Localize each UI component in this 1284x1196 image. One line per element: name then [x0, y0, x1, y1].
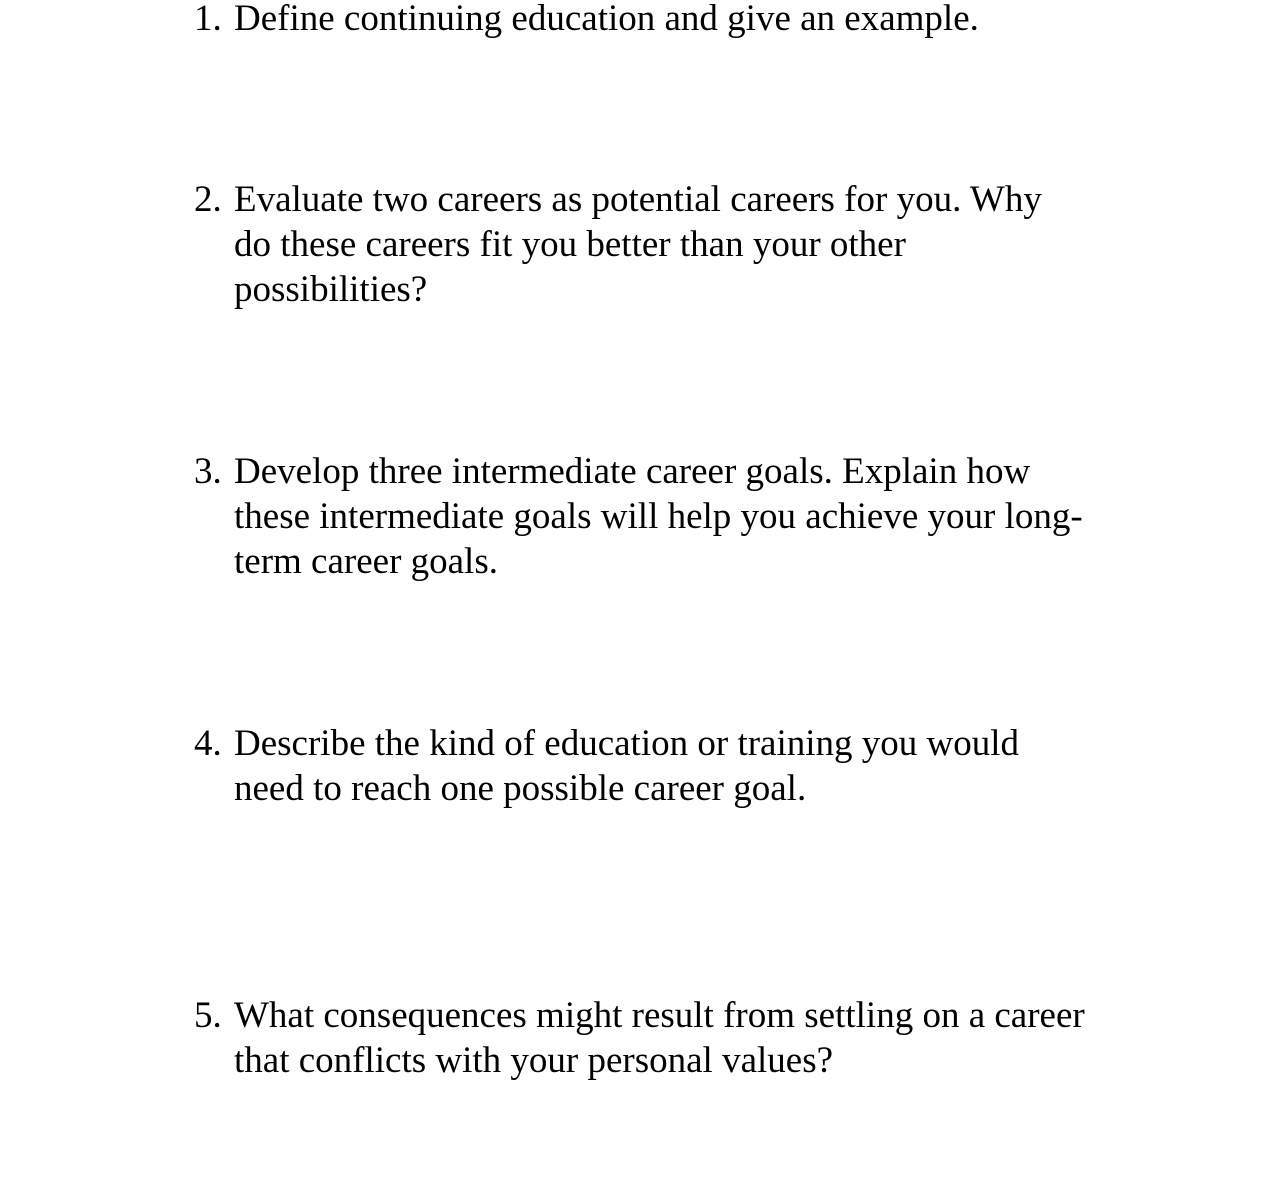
question-number: 1.	[194, 0, 222, 39]
question-text-line: Describe the kind of education or training you would	[234, 723, 1020, 764]
question-number: 3.	[194, 451, 222, 492]
question-text-line: do these careers fit you better than your other	[234, 224, 906, 265]
question-number: 2.	[194, 179, 222, 220]
question-text-line: What consequences might result from settling on a career	[234, 995, 1085, 1036]
question-text-line: term career goals.	[234, 541, 498, 582]
question-text-line: Develop three intermediate career goals. Explain how	[234, 451, 1031, 492]
question-text-line: need to reach one possible career goal.	[234, 768, 807, 809]
question-text-line: these intermediate goals will help you achieve your long-	[234, 496, 1083, 537]
question-number: 4.	[194, 723, 222, 764]
question-2	[194, 177, 1154, 312]
question-5	[194, 993, 1154, 1083]
question-number: 5.	[194, 995, 222, 1036]
question-4	[194, 721, 1154, 811]
question-1	[194, 0, 1154, 41]
question-text-line: Define continuing education and give an example.	[234, 0, 979, 39]
question-3	[194, 449, 1154, 584]
question-text-line: that conflicts with your personal values?	[234, 1040, 834, 1081]
question-text-line: possibilities?	[234, 269, 428, 310]
question-text-line: Evaluate two careers as potential careers for you. Why	[234, 179, 1042, 220]
